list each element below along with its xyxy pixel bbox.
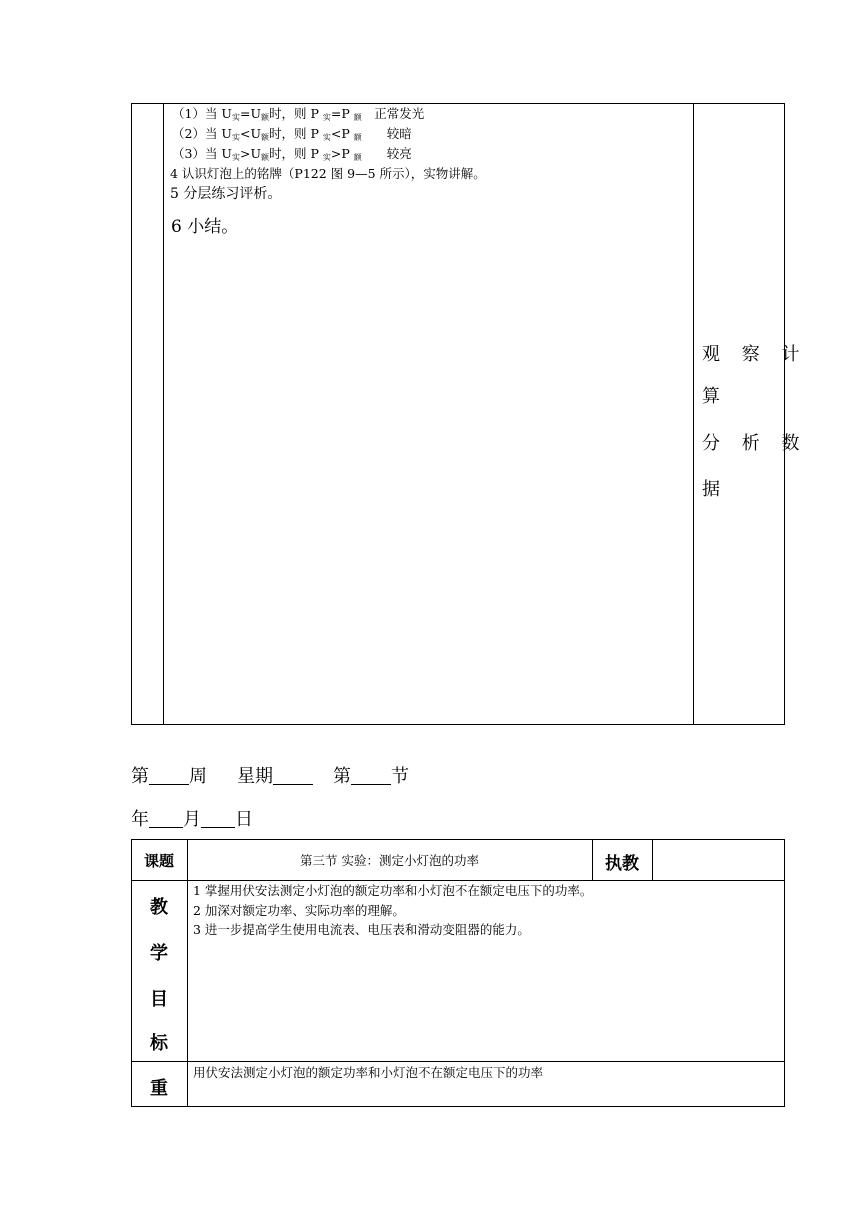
key-point-label: 重 <box>150 1078 168 1099</box>
teacher-label: 执教 <box>605 854 639 874</box>
side-note-1: 观 察 计 <box>702 344 808 365</box>
month-blank[interactable] <box>149 809 183 828</box>
date-line: 年 月 日 <box>131 809 253 830</box>
period-blank[interactable] <box>351 766 391 785</box>
condition-line-3: （3）当 $U_实>U_额$时，则 P $_实$>P $_额$ 较亮 <box>172 146 412 162</box>
item-4: 4 认识灯泡上的铭牌（P122 图 9—5 所示），实物讲解。 <box>170 166 486 181</box>
item-5: 5 分层练习评析。 <box>170 186 282 202</box>
topic-value: 第三节 实验：测定小灯泡的功率 <box>300 853 479 868</box>
condition-line-1: （1）当 $U_实=U_额$时，则 P $_实$=P $_额$ 正常发光 <box>172 106 425 122</box>
teacher-field[interactable] <box>652 841 784 879</box>
column-divider <box>163 104 164 724</box>
objective-3: 3 进一步提高学生使用电流表、电压表和滑动变阻器的能力。 <box>193 922 530 937</box>
column-divider <box>693 104 694 724</box>
topic-label: 课题 <box>143 852 174 870</box>
objectives-label-3: 目 <box>150 989 168 1010</box>
objective-2: 2 加深对额定功率、实际功率的理解。 <box>193 903 405 918</box>
row-divider <box>132 1061 784 1062</box>
condition-line-2: （2）当 $U_实<U_额$时，则 P $_实$<P $_额$ 较暗 <box>172 126 412 142</box>
objectives-label-1: 教 <box>150 897 168 918</box>
objective-1: 1 掌握用伏安法测定小灯泡的额定功率和小灯泡不在额定电压下的功率。 <box>193 883 593 898</box>
side-note-4: 据 <box>702 479 728 500</box>
key-point: 用伏安法测定小灯泡的额定功率和小灯泡不在额定电压下的功率 <box>193 1065 544 1080</box>
objectives-label-2: 学 <box>150 943 168 964</box>
item-6: 6 小结。 <box>171 217 239 237</box>
week-line: 第 周 星期 第 节 <box>131 766 409 787</box>
row-divider <box>132 880 784 881</box>
column-divider <box>187 840 188 1106</box>
side-note-3: 分 析 数 <box>702 433 808 454</box>
day-blank[interactable] <box>201 809 235 828</box>
objectives-label-4: 标 <box>150 1033 168 1054</box>
week-blank[interactable] <box>149 766 189 785</box>
side-note-2: 算 <box>702 386 728 407</box>
weekday-blank[interactable] <box>273 766 313 785</box>
